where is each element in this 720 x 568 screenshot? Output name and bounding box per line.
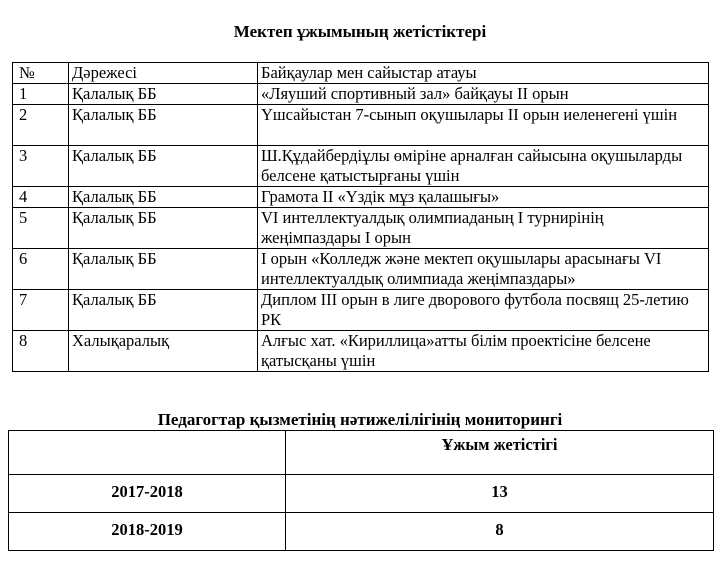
row-number: 2 bbox=[13, 105, 69, 146]
achievements-title: Мектеп ұжымының жетістіктері bbox=[233, 22, 487, 41]
header-level: Дәрежесі bbox=[69, 63, 258, 84]
row-level: Қалалық ББ bbox=[69, 105, 258, 146]
table-row bbox=[13, 105, 709, 146]
table-row bbox=[13, 249, 709, 290]
monitoring-header-empty bbox=[9, 431, 286, 475]
row-number: 1 bbox=[13, 84, 69, 105]
row-level: Қалалық ББ bbox=[69, 187, 258, 208]
row-competition-name: Үшсайыстан 7-сынып оқушылары II орын иеленегені үшін bbox=[258, 105, 709, 146]
row-level: Қалалық ББ bbox=[69, 208, 258, 249]
row-number: 5 bbox=[13, 208, 69, 249]
monitoring-table bbox=[8, 430, 714, 551]
row-competition-name: Ш.Құдайбердіұлы өміріне арналған сайысына оқушыларды белсене қатыстырғаны үшін bbox=[258, 146, 709, 187]
monitoring-year: 2018-2019 bbox=[9, 513, 286, 551]
table-row bbox=[13, 187, 709, 208]
row-level: Қалалық ББ bbox=[69, 146, 258, 187]
achievements-table bbox=[12, 62, 709, 372]
row-competition-name: Грамота II «Үздік мұз қалашығы» bbox=[258, 187, 709, 208]
table-row bbox=[13, 84, 709, 105]
monitoring-header-row bbox=[9, 431, 714, 475]
row-number: 4 bbox=[13, 187, 69, 208]
row-level: Қалалық ББ bbox=[69, 84, 258, 105]
row-competition-name: «Ляуший спортивный зал» байқауы II орын bbox=[258, 84, 709, 105]
row-competition-name: I орын «Колледж және мектеп оқушылары арасынағы VI интеллектуалдық олимпиада жеңімпаздары» bbox=[258, 249, 709, 290]
row-competition-name: VI интеллектуалдық олимпиаданың I турнирінің жеңімпаздары I орын bbox=[258, 208, 709, 249]
monitoring-row bbox=[9, 513, 714, 551]
row-level: Қалалық ББ bbox=[69, 249, 258, 290]
row-number: 6 bbox=[13, 249, 69, 290]
monitoring-header-achievement: Ұжым жетістігі bbox=[286, 431, 714, 475]
monitoring-title: Педагогтар қызметінің нәтижелілігінің мониторингі bbox=[157, 410, 563, 429]
row-level: Халықаралық bbox=[69, 331, 258, 372]
row-number: 8 bbox=[13, 331, 69, 372]
row-competition-name: Диплом III орын в лиге дворового футбола посвящ 25-летию РК bbox=[258, 290, 709, 331]
header-competition-name: Байқаулар мен сайыстар атауы bbox=[258, 63, 709, 84]
monitoring-value: 8 bbox=[286, 513, 714, 551]
table-row bbox=[13, 331, 709, 372]
row-level: Қалалық ББ bbox=[69, 290, 258, 331]
row-number: 3 bbox=[13, 146, 69, 187]
table-row bbox=[13, 290, 709, 331]
monitoring-row bbox=[9, 475, 714, 513]
row-number: 7 bbox=[13, 290, 69, 331]
header-number: № bbox=[13, 63, 69, 84]
table-header-row bbox=[13, 63, 709, 84]
row-competition-name: Алғыс хат. «Кириллица»атты білім проектісіне белсене қатысқаны үшін bbox=[258, 331, 709, 372]
table-row bbox=[13, 146, 709, 187]
monitoring-value: 13 bbox=[286, 475, 714, 513]
table-row bbox=[13, 208, 709, 249]
monitoring-year: 2017-2018 bbox=[9, 475, 286, 513]
